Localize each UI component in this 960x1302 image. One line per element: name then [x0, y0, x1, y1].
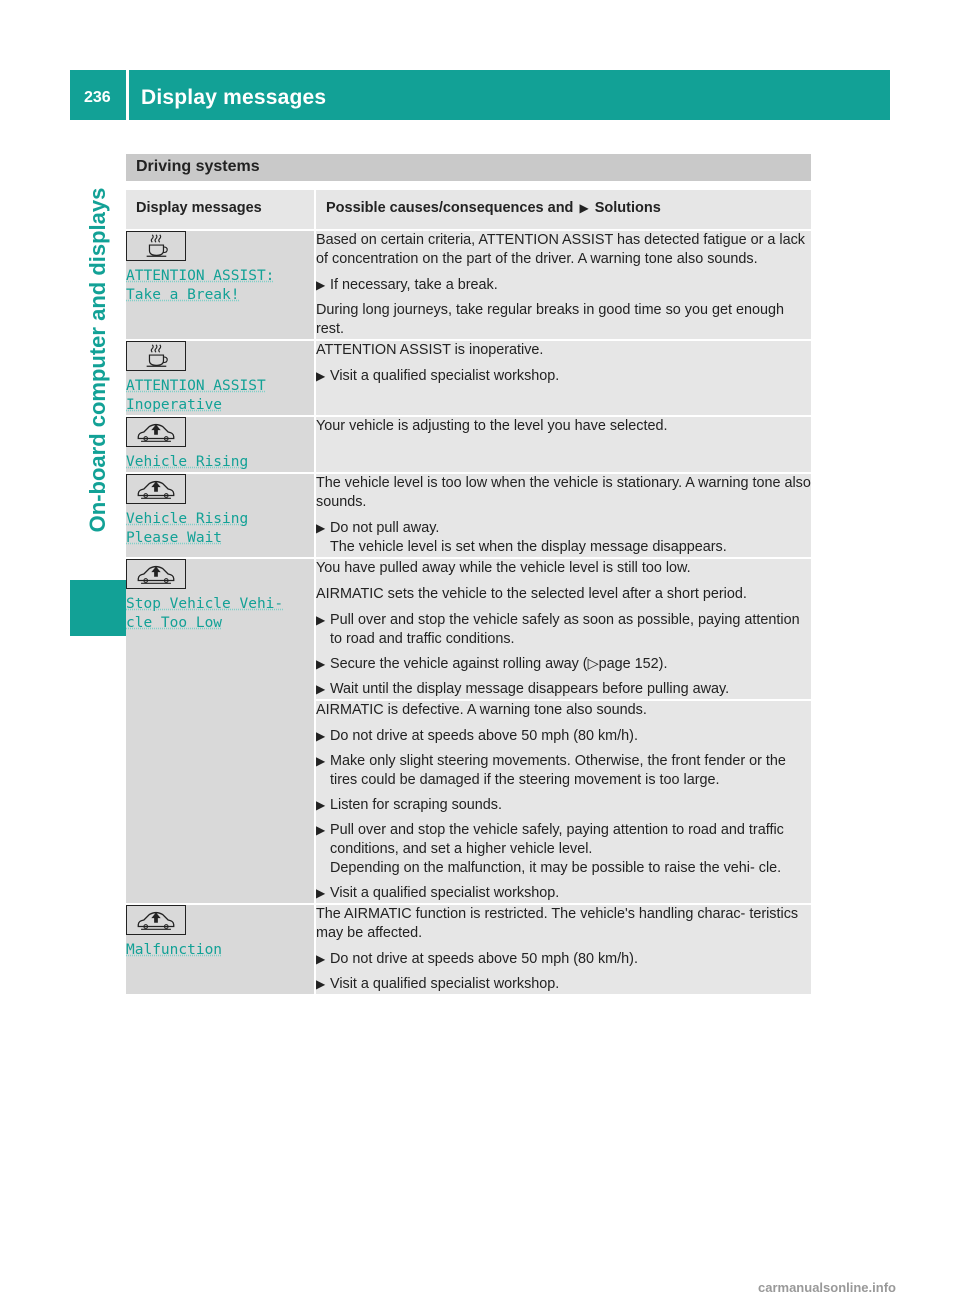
- cause-text: Your vehicle is adjusting to the level you have selected.: [316, 418, 668, 434]
- arrow-right-icon: [316, 884, 325, 903]
- solution-step: [316, 727, 811, 746]
- watermark-text: carmanualsonline.info: [758, 1280, 896, 1295]
- arrow-right-icon: [316, 655, 325, 674]
- solution-step: [316, 884, 811, 903]
- vehicle-level-icon: [126, 417, 186, 447]
- section-title: Driving systems: [136, 158, 260, 175]
- display-message-text: Malfunction: [126, 942, 223, 958]
- step-text: Visit a qualified specialist workshop.: [330, 368, 560, 384]
- message-cell: [126, 341, 316, 417]
- step-text: Do not pull away.: [330, 520, 440, 536]
- display-message-text: Stop Vehicle Vehi‐ cle Too Low: [126, 596, 284, 631]
- solution-step: [316, 276, 811, 295]
- arrow-right-icon: [316, 611, 325, 630]
- coffee-cup-icon: [126, 341, 186, 371]
- table-row: [126, 231, 811, 341]
- header-divider: [126, 70, 129, 120]
- table-row: [126, 341, 811, 417]
- solution-cell: [316, 474, 811, 559]
- solution-cell: [316, 341, 811, 417]
- section-heading: [126, 154, 811, 181]
- solution-step: [316, 680, 811, 699]
- page-number: 236: [84, 89, 111, 106]
- solution-cell: [316, 417, 811, 474]
- solution-cell: [316, 701, 811, 905]
- arrow-right-icon: [316, 276, 325, 295]
- chapter-side-label: On-board computer and displays: [85, 187, 110, 533]
- solution-cell: [316, 231, 811, 341]
- arrow-right-icon: [316, 975, 325, 994]
- arrow-right-icon: [579, 201, 588, 215]
- step-text: If necessary, take a break.: [330, 277, 498, 293]
- solution-step: [316, 655, 811, 674]
- cause-text: Based on certain criteria, ATTENTION ASSIST has detected fatigue or a lack of concentration on the part of the driver. A warning tone also sounds.: [316, 232, 805, 267]
- arrow-right-icon: [316, 519, 325, 538]
- cause-text: ATTENTION ASSIST is inoperative.: [316, 342, 544, 358]
- step-detail-text: Depending on the malfunction, it may be possible to raise the vehi‐ cle.: [330, 860, 782, 876]
- table-row: [126, 905, 811, 996]
- solution-step: [316, 752, 811, 790]
- coffee-cup-icon: [126, 231, 186, 261]
- column-header-causes-solutions: [316, 190, 811, 231]
- solution-step: [316, 367, 811, 386]
- step-text: Make only slight steering movements. Otherwise, the front fender or the tires could be damaged if the steering movement is too large.: [330, 753, 786, 788]
- arrow-right-icon: [316, 752, 325, 771]
- step-detail-text: The vehicle level is set when the display message disappears.: [330, 539, 727, 555]
- solution-step: [316, 950, 811, 969]
- cause-text: The AIRMATIC function is restricted. The vehicle's handling charac‐ teristics may be affected.: [316, 906, 799, 941]
- vehicle-level-icon: [126, 474, 186, 504]
- table-row: [126, 417, 811, 474]
- column-header-display-messages: Display messages: [126, 190, 316, 231]
- page-reference-link[interactable]: page 152).: [598, 656, 668, 672]
- note-text: During long journeys, take regular breaks in good time so you get enough rest.: [316, 302, 784, 337]
- table-row: [126, 474, 811, 559]
- arrow-right-icon: [316, 821, 325, 840]
- solution-step: [316, 975, 811, 994]
- cause-text: AIRMATIC sets the vehicle to the selected level after a short period.: [316, 586, 747, 602]
- display-message-text: ATTENTION ASSIST: Take a Break!: [126, 268, 275, 303]
- page-ref-triangle-icon: ▷: [587, 656, 599, 672]
- step-text: Secure the vehicle against rolling away (: [330, 656, 588, 672]
- step-text: Listen for scraping sounds.: [330, 797, 502, 813]
- message-cell: [126, 231, 316, 341]
- step-text: Do not drive at speeds above 50 mph (80 km/h).: [330, 951, 638, 967]
- vehicle-level-icon: [126, 559, 186, 589]
- table-row: [126, 559, 811, 701]
- message-cell: [126, 417, 316, 474]
- cause-text: AIRMATIC is defective. A warning tone also sounds.: [316, 702, 647, 718]
- column-header-solutions-text: Solutions: [594, 200, 661, 216]
- step-text: Visit a qualified specialist workshop.: [330, 976, 560, 992]
- arrow-right-icon: [316, 950, 325, 969]
- arrow-right-icon: [316, 367, 325, 386]
- step-text: Do not drive at speeds above 50 mph (80 km/h).: [330, 728, 638, 744]
- arrow-right-icon: [316, 680, 325, 699]
- table-header-row: [126, 190, 811, 231]
- solution-cell: [316, 905, 811, 996]
- message-cell: [126, 559, 316, 905]
- step-text: Visit a qualified specialist workshop.: [330, 885, 560, 901]
- solution-step: [316, 821, 811, 878]
- vehicle-level-icon: [126, 905, 186, 935]
- solution-step: [316, 796, 811, 815]
- cause-text: You have pulled away while the vehicle level is still too low.: [316, 560, 691, 576]
- message-cell: [126, 905, 316, 996]
- chapter-marker: [70, 580, 126, 636]
- page-title: Display messages: [141, 86, 327, 109]
- display-message-text: ATTENTION ASSIST Inoperative: [126, 378, 266, 413]
- display-message-text: Vehicle Rising: [126, 454, 249, 470]
- message-cell: [126, 474, 316, 559]
- step-text: Pull over and stop the vehicle safely, paying attention to road and traffic conditions, and set a higher vehicle level.: [330, 822, 784, 857]
- arrow-right-icon: [316, 727, 325, 746]
- solution-cell: [316, 559, 811, 701]
- cause-text: The vehicle level is too low when the vehicle is stationary. A warning tone also sounds.: [316, 475, 811, 510]
- column-header-causes-text: Possible causes/consequences and: [326, 200, 574, 216]
- arrow-right-icon: [316, 796, 325, 815]
- display-messages-table: [126, 190, 811, 996]
- step-text: Wait until the display message disappears before pulling away.: [330, 681, 730, 697]
- solution-step: [316, 519, 811, 557]
- step-text: Pull over and stop the vehicle safely as soon as possible, paying attention to road and traffic conditions.: [330, 612, 800, 647]
- display-message-text: Vehicle Rising Please Wait: [126, 511, 249, 546]
- solution-step: [316, 611, 811, 649]
